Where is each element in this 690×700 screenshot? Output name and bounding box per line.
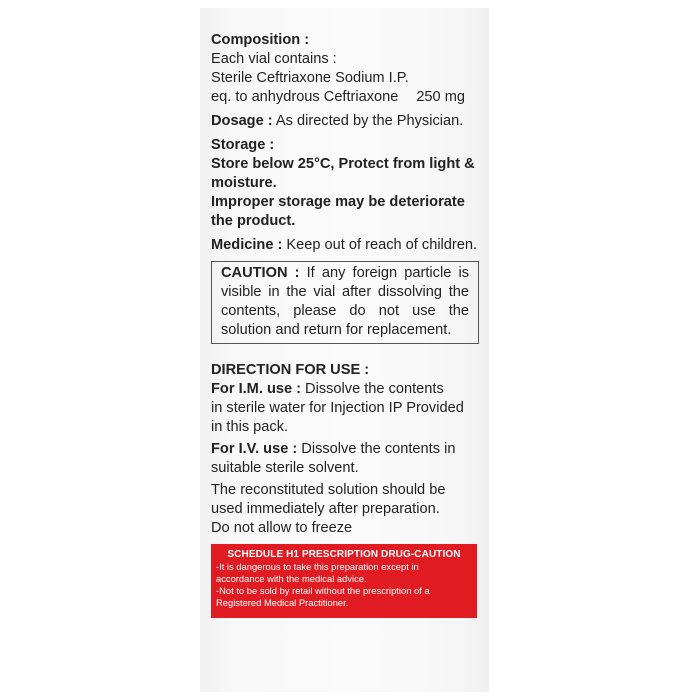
storage-line-4: the product. xyxy=(211,213,296,229)
composition-line-1: Each vial contains : xyxy=(211,51,337,67)
composition-line-3 xyxy=(211,88,479,107)
dosage-heading: Dosage : xyxy=(211,113,273,129)
schedule-line-4: Registered Medical Practitioner. xyxy=(216,597,349,608)
caution-text-1: If any foreign particle is xyxy=(299,265,469,281)
storage-line-2: moisture. xyxy=(211,175,277,191)
caution-heading: CAUTION : xyxy=(221,265,300,281)
reconstitution-line-1: The reconstituted solution should be xyxy=(211,482,446,498)
caution-line-1 xyxy=(221,264,469,283)
schedule-line-3: -Not to be sold by retail without the prescription of a xyxy=(216,585,430,596)
schedule-h1-warning-box xyxy=(211,544,477,618)
im-heading: For I.M. use : xyxy=(211,381,301,397)
dosage-line xyxy=(211,112,479,131)
freeze-warning: Do not allow to freeze xyxy=(211,520,353,536)
caution-line-2: visible in the vial after dissolving the xyxy=(221,284,469,300)
im-text-1: Dissolve the contents xyxy=(301,381,444,397)
composition-quantity: 250 mg xyxy=(416,89,465,105)
im-line-2: in sterile water for Injection IP Provided xyxy=(211,400,464,416)
medicine-line xyxy=(211,236,479,255)
caution-line-4: solution and return for replacement. xyxy=(221,322,452,338)
medicine-heading: Medicine : xyxy=(211,237,283,253)
composition-ingredient: eq. to anhydrous Ceftriaxone xyxy=(211,89,399,105)
storage-line-1: Store below 25°C, Protect from light & xyxy=(211,156,475,172)
iv-heading: For I.V. use : xyxy=(211,441,298,457)
composition-heading: Composition : xyxy=(211,32,310,48)
iv-line-1 xyxy=(211,440,479,459)
medicine-text: Keep out of reach of children. xyxy=(282,237,478,253)
direction-heading: DIRECTION FOR USE : xyxy=(211,362,370,378)
im-line-1 xyxy=(211,380,479,399)
caution-line-3: contents, please do not use the xyxy=(221,303,469,319)
caution-box xyxy=(211,261,479,344)
storage-heading: Storage : xyxy=(211,137,275,153)
composition-line-2: Sterile Ceftriaxone Sodium I.P. xyxy=(211,70,409,86)
reconstitution-line-2: used immediately after preparation. xyxy=(211,501,440,517)
schedule-line-1: -It is dangerous to take this preparation except in xyxy=(216,561,419,572)
iv-line-2: suitable sterile solvent. xyxy=(211,460,359,476)
schedule-line-2: accordance with the medical advice. xyxy=(216,573,367,584)
dosage-text: As directed by the Physician. xyxy=(272,113,464,129)
schedule-title: SCHEDULE H1 PRESCRIPTION DRUG-CAUTION xyxy=(227,549,461,560)
im-line-3: in this pack. xyxy=(211,419,289,435)
iv-text-1: Dissolve the contents in xyxy=(297,441,456,457)
storage-line-3: Improper storage may be deteriorate xyxy=(211,194,465,210)
label-content xyxy=(211,31,479,618)
